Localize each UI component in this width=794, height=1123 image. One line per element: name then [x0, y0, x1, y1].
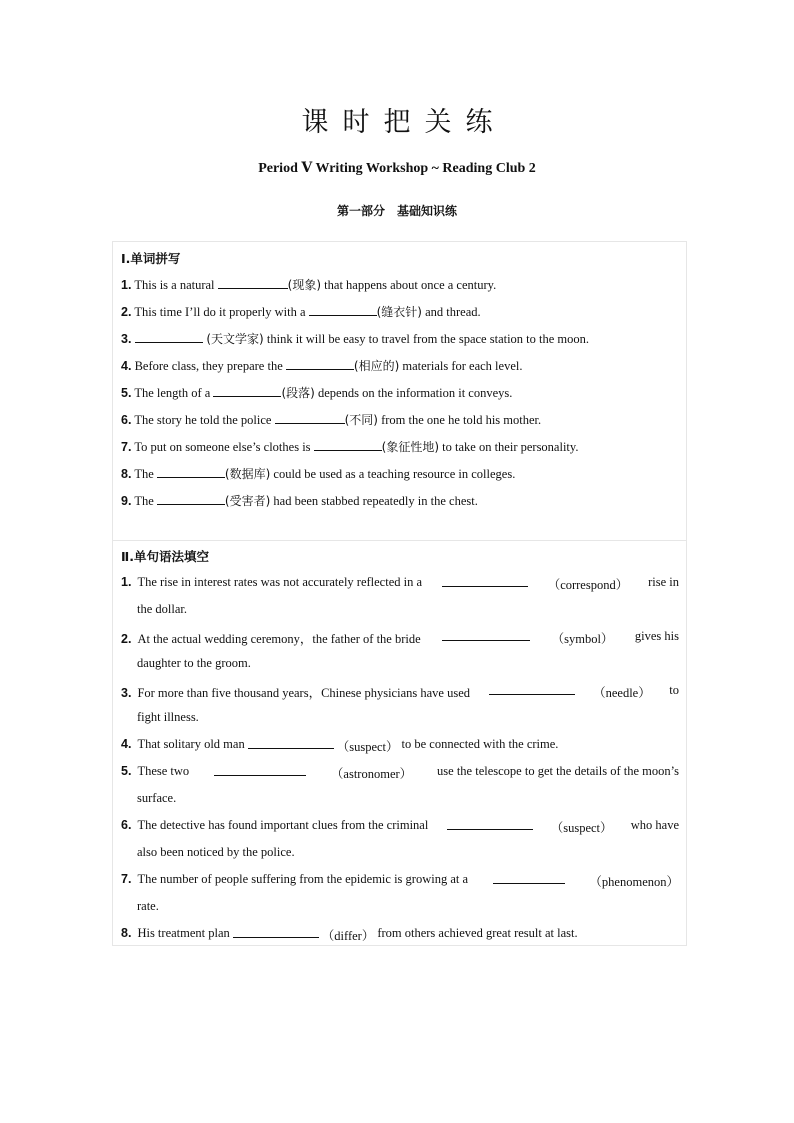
- section-grammar-fill: [112, 540, 687, 946]
- exercise-item: 2. At the actual wedding ceremony，the father of the bride （symbol） gives his daughter to the groom.: [121, 629, 679, 670]
- answer-blank[interactable]: [213, 385, 281, 397]
- answer-blank[interactable]: [309, 304, 377, 316]
- exercise-item: 8. His treatment plan （differ） from others achieved great result at last.: [121, 926, 578, 943]
- answer-blank[interactable]: [275, 412, 345, 424]
- exercise-item: 7. To put on someone else’s clothes is (象征性地) to take on their personality.: [121, 440, 579, 454]
- answer-blank[interactable]: [286, 358, 354, 370]
- answer-blank[interactable]: [233, 926, 319, 938]
- exercise-item: 1. This is a natural (现象) that happens about once a century.: [121, 278, 497, 292]
- answer-blank[interactable]: [218, 277, 288, 289]
- answer-blank[interactable]: [135, 331, 203, 343]
- section-heading: Ⅱ.单句语法填空: [121, 549, 209, 564]
- exercise-item: 9. The (受害者) had been stabbed repeatedly in the chest.: [121, 494, 478, 508]
- page-title: 课时把关练: [301, 107, 507, 138]
- exercise-item: 7. The number of people suffering from the epidemic is growing at a （phenomenon） rate.: [121, 872, 679, 913]
- exercise-item: 4. Before class, they prepare the (相应的) materials for each level.: [121, 359, 523, 373]
- exercise-item: 1. The rise in interest rates was not accurately reflected in a （correspond） rise in the dollar.: [121, 575, 679, 616]
- section-word-spelling: [112, 241, 687, 541]
- answer-blank[interactable]: [447, 818, 533, 830]
- lesson-subtitle: Period Ⅴ Writing Workshop ~ Reading Club 2: [258, 161, 536, 176]
- exercise-item: 3. (天文学家) think it will be easy to travel from the space station to the moon.: [121, 332, 590, 346]
- exercise-item: 3. For more than five thousand years，Chinese physicians have used （needle） to fight illness.: [121, 683, 679, 724]
- answer-blank[interactable]: [442, 575, 528, 587]
- answer-blank[interactable]: [214, 764, 306, 776]
- answer-blank[interactable]: [157, 466, 225, 478]
- exercise-item: 5. These two （astronomer） use the telescope to get the details of the moon’s surface.: [121, 764, 679, 805]
- exercise-item: 5. The length of a (段落) depends on the information it conveys.: [121, 386, 513, 400]
- exercise-item: 2. This time I’ll do it properly with a (缝衣针) and thread.: [121, 305, 481, 319]
- answer-blank[interactable]: [248, 737, 334, 749]
- answer-blank[interactable]: [157, 493, 225, 505]
- answer-blank[interactable]: [489, 683, 575, 695]
- exercise-item: 8. The (数据库) could be used as a teaching resource in colleges.: [121, 467, 516, 481]
- section-heading: Ⅰ.单词拼写: [121, 251, 181, 266]
- part-heading: 第一部分 基础知识练: [336, 204, 457, 218]
- exercise-item: 6. The detective has found important clues from the criminal （suspect） who have also been noticed by the police.: [121, 818, 679, 859]
- exercise-item: 4. That solitary old man （suspect） to be connected with the crime.: [121, 737, 559, 754]
- answer-blank[interactable]: [314, 439, 382, 451]
- answer-blank[interactable]: [493, 872, 565, 884]
- answer-blank[interactable]: [442, 629, 530, 641]
- exercise-item: 6. The story he told the police (不同) from the one he told his mother.: [121, 413, 542, 427]
